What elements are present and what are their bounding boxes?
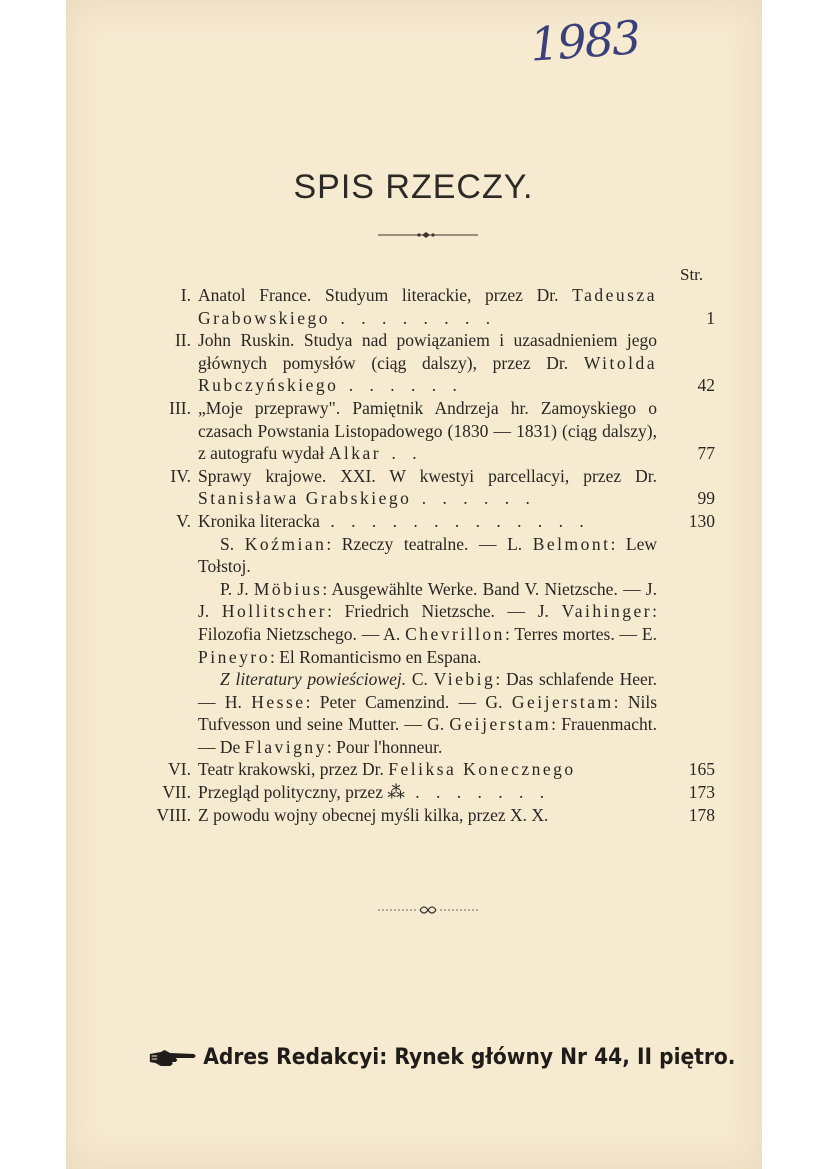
entry-author: Tadeusza Grabowskiego: [198, 285, 657, 328]
entry-author: Feliksa Konecznego: [388, 759, 576, 780]
kronika-author: Chevrillon: [405, 623, 505, 644]
kronika-paragraph-1: [198, 533, 657, 578]
entry-leader: . . . . . . .: [404, 782, 551, 803]
kronika-paragraph-3: [198, 668, 657, 758]
kronika-text: C.: [406, 669, 434, 690]
address-text: Adres Redakcyi: Rynek główny Nr 44, II piętro.: [203, 1045, 736, 1070]
kronika-text: : Rzeczy teatralne. — L.: [326, 533, 533, 554]
ornament-rule-top-icon: [378, 229, 478, 241]
kronika-author: Hesse: [251, 691, 306, 712]
ornament-rule-bottom-icon: [378, 903, 478, 917]
kronika-text: : Peter Camenzind. — G.: [305, 691, 512, 712]
handwritten-number: 1983: [528, 10, 641, 72]
entry-title: Anatol France. Studyum literackie, przez Dr.: [198, 285, 573, 305]
entry-title: Z powodu wojny obecnej myśli kilka, przez X. X.: [198, 804, 549, 825]
entry-number: I.: [180, 285, 191, 305]
entry-title: Sprawy krajowe. XXI. W kwestyi parcellacyi, przez Dr.: [198, 465, 657, 486]
kronika-text: S.: [220, 533, 245, 554]
kronika-text: : Friedrich Nietzsche. — J.: [327, 601, 562, 622]
kronika-author: Belmont: [532, 533, 611, 554]
kronika-author: Geijerstam: [511, 691, 614, 712]
kronika-text: : Terres mortes. — E.: [504, 623, 657, 644]
toc-entry-6: [140, 758, 715, 781]
kronika-author: Hollitscher: [221, 601, 328, 622]
kronika-author: Vaihinger: [561, 601, 653, 622]
entry-page: 77: [697, 443, 715, 464]
entry-number: VI.: [168, 759, 191, 780]
entry-number: III.: [169, 397, 191, 418]
kronika-text: : Lew Tołstoj.: [198, 533, 658, 577]
entry-page: 173: [688, 782, 715, 803]
entry-leader: . . . . . . . . . . . . .: [319, 510, 590, 531]
kronika-text: : Ausgewählte Werke. Band V. Nietzsche. — J. J.: [198, 578, 657, 622]
kronika-text: : Nils Tufvesson und seine Mutter. — G.: [198, 691, 658, 735]
entry-page: 42: [697, 375, 715, 396]
kronika-author: Möbius: [253, 578, 323, 599]
entry-page: 99: [697, 488, 715, 509]
entry-page: 1: [706, 307, 715, 328]
entry-number: VIII.: [156, 804, 191, 825]
entry-number: VII.: [162, 782, 191, 803]
kronika-author: Geijerstam: [449, 714, 552, 735]
kronika-author: Pineyro: [198, 646, 270, 667]
toc-entry-5: [140, 510, 715, 533]
entry-author: ⁂: [387, 782, 405, 803]
kronika-text: : El Romanticismo en Espana.: [269, 646, 482, 667]
kronika-paragraph-2: [198, 578, 657, 668]
entry-leader: . . . . . .: [411, 488, 536, 509]
page-column-label: Str.: [680, 265, 704, 284]
entry-number: IV.: [170, 465, 191, 486]
kronika-author: Flavigny: [244, 736, 327, 757]
kronika-text: : Das schlafende Heer. — H.: [198, 669, 657, 712]
entry-title: Przegląd polityczny, przez: [198, 782, 388, 803]
entry-title: Kronika literacka: [198, 510, 320, 531]
kronika-text: : Frauenmacht. — De: [198, 714, 657, 757]
toc-entry-2: [140, 329, 715, 397]
entry-title: „Moje przeprawy". Pamiętnik Andrzeja hr. Zamoyskiego o czasach Powstania Listopadowego (1830 — 1831) (ciąg dalszy), z autografu wydał: [198, 397, 657, 464]
toc-entry-1: [140, 284, 715, 329]
entry-leader: . . . . . .: [338, 375, 463, 396]
toc-entry-7: [140, 781, 715, 804]
page-title: SPIS RZECZY.: [293, 168, 534, 206]
entry-author: Stanisława Grabskiego: [198, 488, 412, 509]
entry-leader: . .: [381, 443, 423, 464]
entry-author: Alkar: [328, 443, 382, 464]
entry-leader: . . . . . . . .: [330, 307, 497, 328]
entry-title: John Ruskin. Studya nad powiązaniem i uzasadnieniem jego głównych pomysłów (ciąg dalszy), przez Dr.: [198, 330, 657, 373]
entry-page: 130: [688, 510, 715, 531]
kronika-author: Koźmian: [244, 533, 327, 554]
kronika-text: : Filozofia Nietzschego. — A.: [198, 601, 658, 644]
entry-number: II.: [174, 330, 191, 351]
toc-entry-8: [140, 804, 715, 827]
toc-entry-3: [140, 397, 715, 465]
kronika-author: Viebig: [433, 669, 496, 690]
toc-entry-4: [140, 465, 715, 510]
editorial-address: [148, 1045, 735, 1070]
entry-number: V.: [176, 510, 191, 531]
entry-page: 165: [688, 759, 715, 780]
entry-author: Witolda Rubczyńskiego: [198, 352, 657, 396]
kronika-text: P. J.: [220, 578, 254, 599]
kronika-section-heading: Z literatury powieściowej.: [220, 669, 407, 690]
entry-page: 178: [688, 804, 715, 825]
table-of-contents: [140, 284, 715, 826]
pointing-hand-icon: [148, 1048, 198, 1068]
entry-title: Teatr krakowski, przez Dr.: [198, 759, 389, 780]
kronika-text: : Pour l'honneur.: [326, 736, 443, 757]
